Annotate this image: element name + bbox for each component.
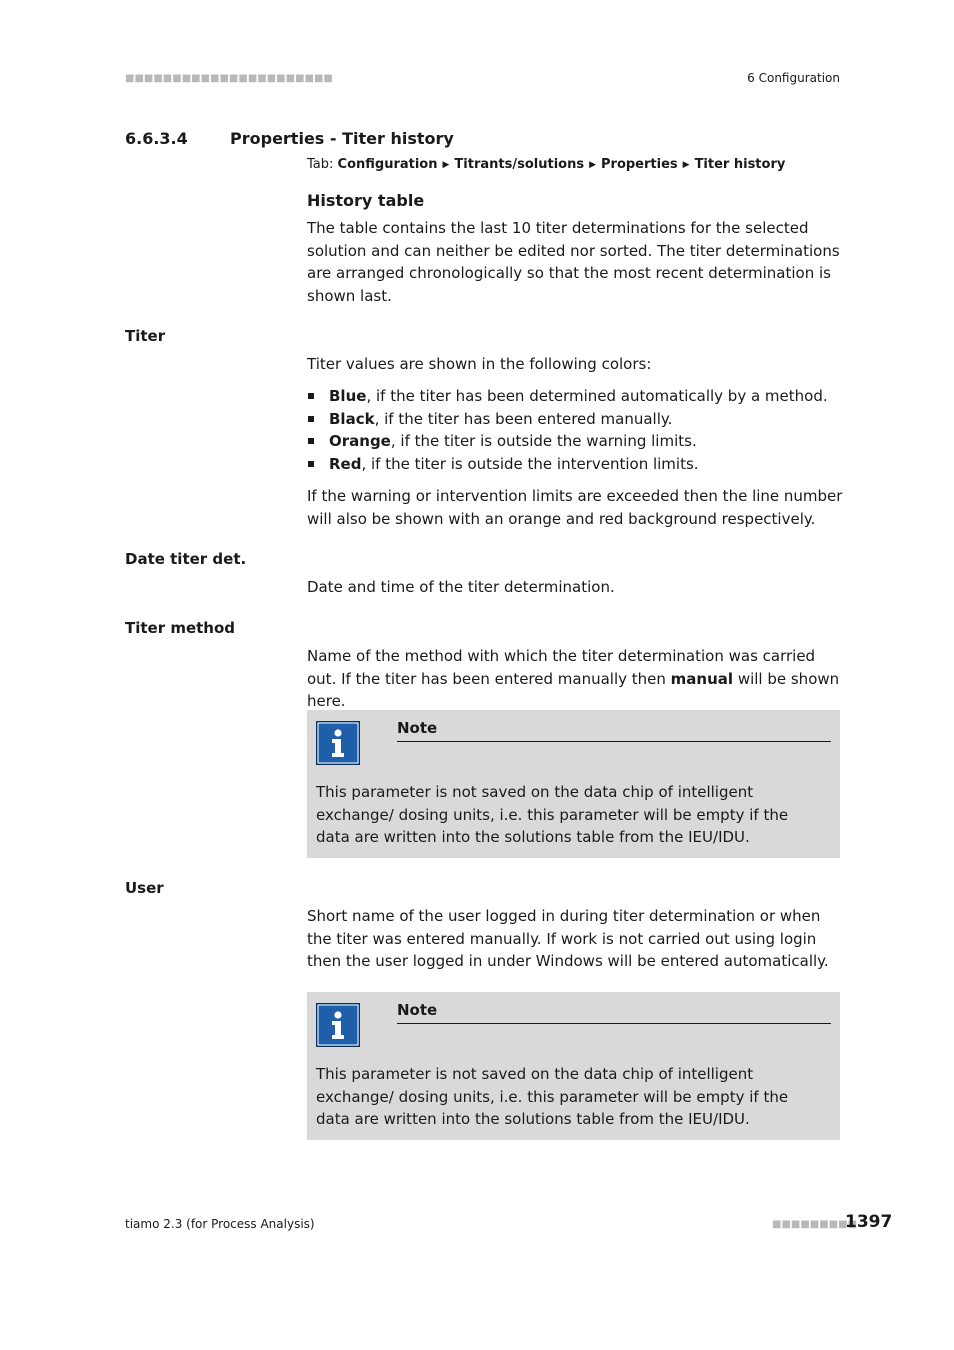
list-item: Black, if the titer has been entered manually. (307, 408, 843, 431)
term-user: User (125, 879, 164, 897)
history-table-text: The table contains the last 10 titer determinations for the selected solution and can neither be edited nor sorted. The titer determinations are arranged chronologically so that the most recent determination is shown last. (307, 219, 840, 305)
note-label: Note (397, 719, 438, 737)
term-titer-method: Titer method (125, 619, 236, 637)
note-box (307, 710, 840, 858)
tab-path-prefix: Tab: (307, 157, 334, 172)
tab-path-item: Titrants/solutions (454, 157, 585, 172)
titer-color-list (307, 385, 843, 475)
arrow-right-icon: ▶ (442, 160, 450, 170)
info-icon (316, 721, 360, 765)
tab-path (307, 157, 785, 172)
list-item: Orange, if the titer is outside the warning limits. (307, 430, 843, 453)
note-text: This parameter is not saved on the data chip of intelligent exchange/ dosing units, i.e. this parameter will be empty if the data are written into the solutions table from the IEU/IDU. (316, 783, 789, 846)
note-text: This parameter is not saved on the data chip of intelligent exchange/ dosing units, i.e. this parameter will be empty if the data are written into the solutions table from the IEU/IDU. (316, 1065, 789, 1128)
list-item: Red, if the titer is outside the intervention limits. (307, 453, 843, 476)
arrow-right-icon: ▶ (589, 160, 596, 170)
tab-path-item: Properties (601, 157, 678, 172)
info-icon (316, 1003, 360, 1047)
term-date-titer: Date titer det. (125, 550, 247, 568)
titer-outro: If the warning or intervention limits are exceeded then the line number will also be shown with an orange and red background respectively. (307, 487, 843, 528)
titer-intro: Titer values are shown in the following colors: (307, 355, 652, 373)
note-label: Note (397, 1001, 438, 1019)
footer-decoration: ■■■■■■■■■ (772, 1219, 858, 1230)
tab-path-item: Configuration (337, 157, 438, 172)
tab-path-item: Titer history (694, 157, 786, 172)
list-item: Blue, if the titer has been determined automatically by a method. (307, 385, 843, 408)
bullet-icon (308, 393, 314, 399)
header-decoration: ■■■■■■■■■■■■■■■■■■■■■■ (125, 73, 333, 84)
page-number: 1397 (845, 1212, 893, 1232)
note-box (307, 992, 840, 1140)
note-divider (397, 741, 831, 742)
note-divider (397, 1023, 831, 1024)
arrow-right-icon: ▶ (682, 160, 690, 170)
history-table-title: History table (307, 191, 425, 210)
bullet-icon (308, 416, 314, 422)
user-text: Short name of the user logged in during titer determination or when the titer was entered manually. If work is not carried out using login then the user logged in under Windows will be entered automatically. (307, 907, 829, 970)
titer-method-text: Name of the method with which the titer determination was carried out. If the titer has been entered manually then manual will be shown here. (307, 647, 840, 710)
bullet-icon (308, 461, 314, 467)
bullet-icon (308, 438, 314, 444)
date-titer-text: Date and time of the titer determination. (307, 578, 615, 596)
term-titer: Titer (125, 327, 166, 345)
section-number: 6.6.3.4 (125, 129, 188, 148)
section-title: Properties - Titer history (230, 129, 454, 148)
footer-product: tiamo 2.3 (for Process Analysis) (125, 1217, 315, 1231)
chapter-title: 6 Configuration (747, 71, 840, 85)
